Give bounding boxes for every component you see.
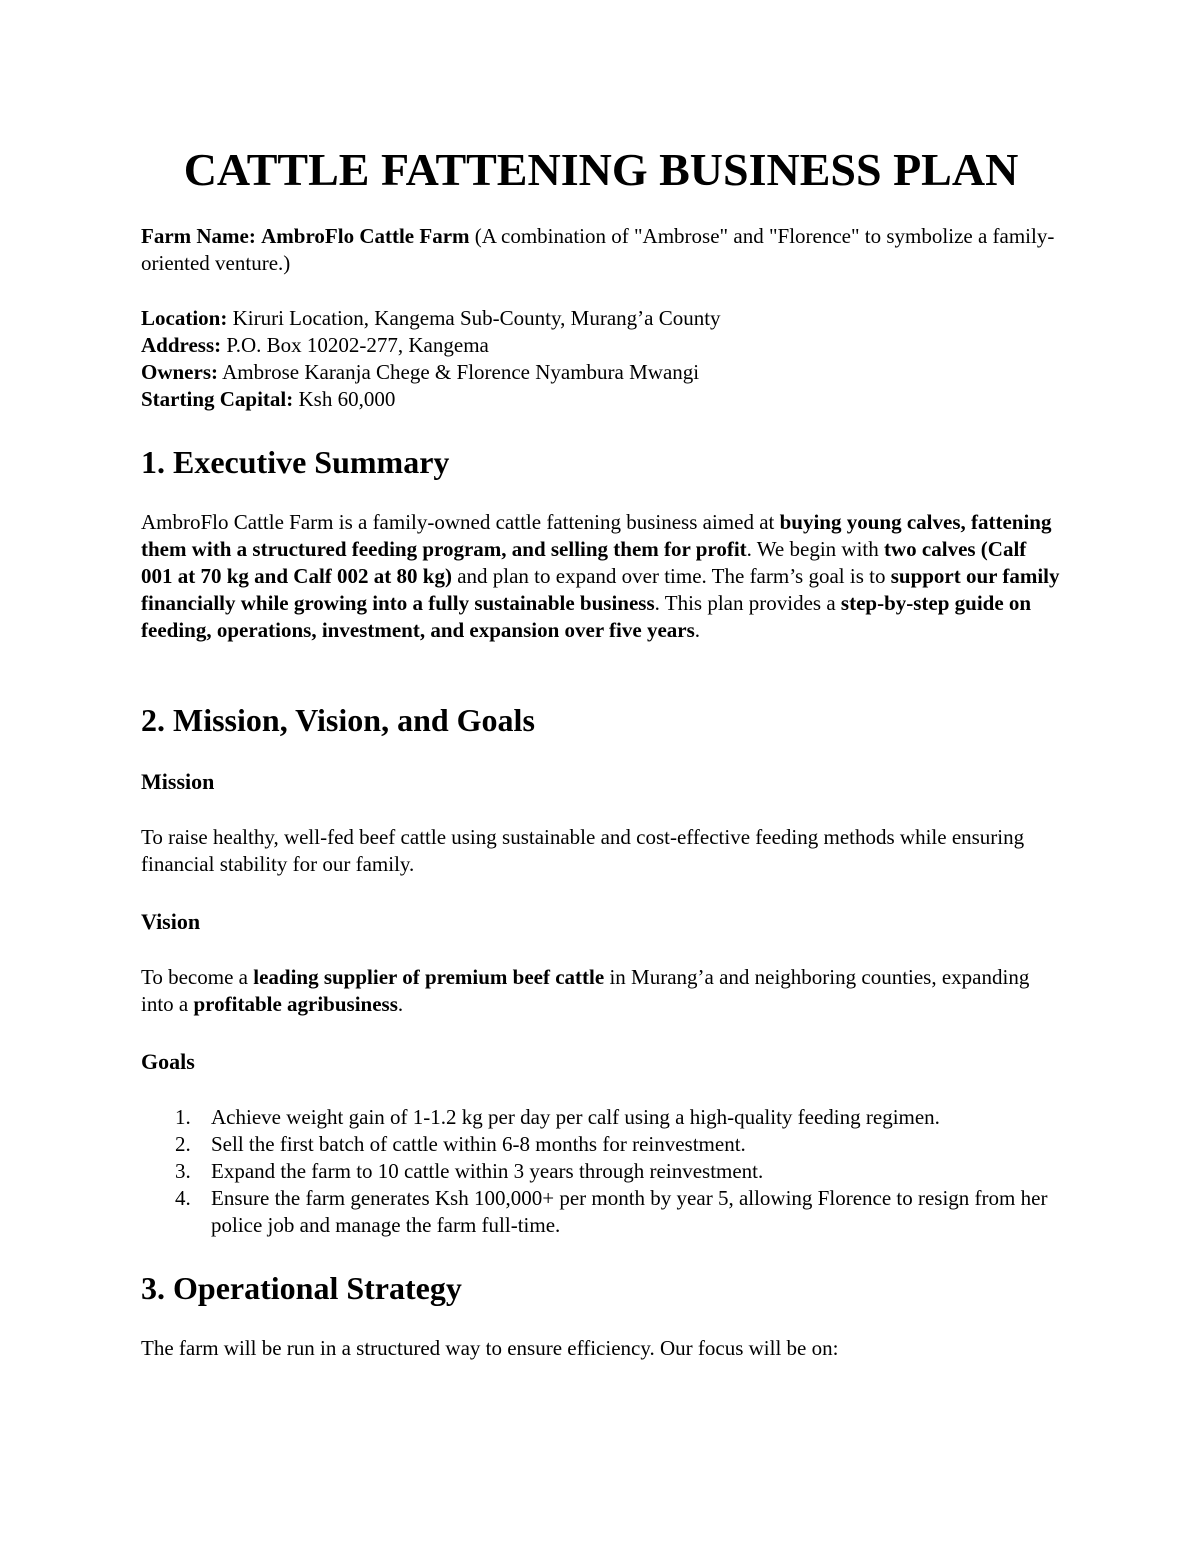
list-item-number: 1. (175, 1105, 191, 1129)
address-value: P.O. Box 10202-277, Kangema (221, 333, 489, 357)
farm-name-label: Farm Name: (141, 224, 256, 248)
list-item-number: 4. (175, 1186, 191, 1210)
summary-text-2: . We begin with (746, 537, 884, 561)
list-item-text: Sell the first batch of cattle within 6-8 months for reinvestment. (211, 1132, 746, 1156)
vision-paragraph (141, 964, 1061, 1018)
owners-value: Ambrose Karanja Chege & Florence Nyambura Mwangi (218, 360, 700, 384)
list-item-text: Ensure the farm generates Ksh 100,000+ per month by year 5, allowing Florence to resign from her police job and manage the farm full-time. (211, 1186, 1048, 1237)
vision-bold-1: leading supplier of premium beef cattle (253, 965, 605, 989)
list-item-text: Achieve weight gain of 1-1.2 kg per day per calf using a high-quality feeding regimen. (211, 1105, 940, 1129)
section-heading-mission-vision-goals: 2. Mission, Vision, and Goals (141, 702, 535, 738)
goals-list (141, 1104, 1061, 1239)
location-value: Kiruri Location, Kangema Sub-County, Murang’a County (227, 306, 721, 330)
vision-text-3: . (397, 992, 404, 1016)
capital-line (141, 386, 1061, 413)
summary-bold-3: support our family financially while growing into a fully sustainable business (141, 564, 1060, 615)
section-heading-operational-strategy: 3. Operational Strategy (141, 1270, 462, 1306)
section-heading-executive-summary: 1. Executive Summary (141, 444, 450, 480)
owners-line (141, 359, 1061, 386)
summary-text-3: and plan to expand over time. The farm’s goal is to (451, 564, 891, 588)
subheading-goals: Goals (141, 1049, 195, 1074)
owners-label: Owners: (141, 360, 218, 384)
summary-text-1: AmbroFlo Cattle Farm is a family-owned cattle fattening business aimed at (141, 510, 780, 534)
location-line (141, 305, 1061, 332)
list-item (141, 1185, 1061, 1239)
list-item-text: Expand the farm to 10 cattle within 3 years through reinvestment. (211, 1159, 764, 1183)
vision-text-1: To become a (141, 965, 254, 989)
list-item (141, 1158, 1061, 1185)
farm-name-value: AmbroFlo Cattle Farm (261, 224, 470, 248)
farm-name-note: (A combination of "Ambrose" and "Florence" to symbolize a family-oriented venture.) (141, 224, 1055, 275)
capital-value: Ksh 60,000 (293, 387, 396, 411)
executive-summary-paragraph (141, 509, 1061, 644)
list-item-number: 3. (175, 1159, 191, 1183)
address-label: Address: (141, 333, 222, 357)
location-label: Location: (141, 306, 228, 330)
summary-bold-2: two calves (Calf 001 at 70 kg and Calf 002 at 80 kg) (141, 537, 1027, 588)
subheading-mission: Mission (141, 769, 215, 794)
summary-text-5: . (694, 618, 701, 642)
operational-strategy-intro: The farm will be run in a structured way to ensure efficiency. Our focus will be on: (141, 1336, 839, 1360)
capital-label: Starting Capital: (141, 387, 294, 411)
farm-name-line (141, 223, 1061, 277)
subheading-vision: Vision (141, 909, 201, 934)
list-item-number: 2. (175, 1132, 191, 1156)
list-item (141, 1104, 1061, 1131)
summary-bold-4: step-by-step guide on feeding, operations, investment, and expansion over five years (141, 591, 1032, 642)
summary-bold-1: buying young calves, fattening them with a structured feeding program, and selling them for profit (141, 510, 1052, 561)
vision-bold-2: profitable agribusiness (193, 992, 398, 1016)
list-item (141, 1131, 1061, 1158)
document-title: CATTLE FATTENING BUSINESS PLAN (183, 144, 1019, 195)
summary-text-4: . This plan provides a (654, 591, 841, 615)
mission-paragraph: To raise healthy, well-fed beef cattle using sustainable and cost-effective feeding methods while ensuring financial stability for our family. (141, 825, 1025, 876)
address-line (141, 332, 1061, 359)
vision-text-2: in Murang’a and neighboring counties, expanding into a (141, 965, 1030, 1016)
